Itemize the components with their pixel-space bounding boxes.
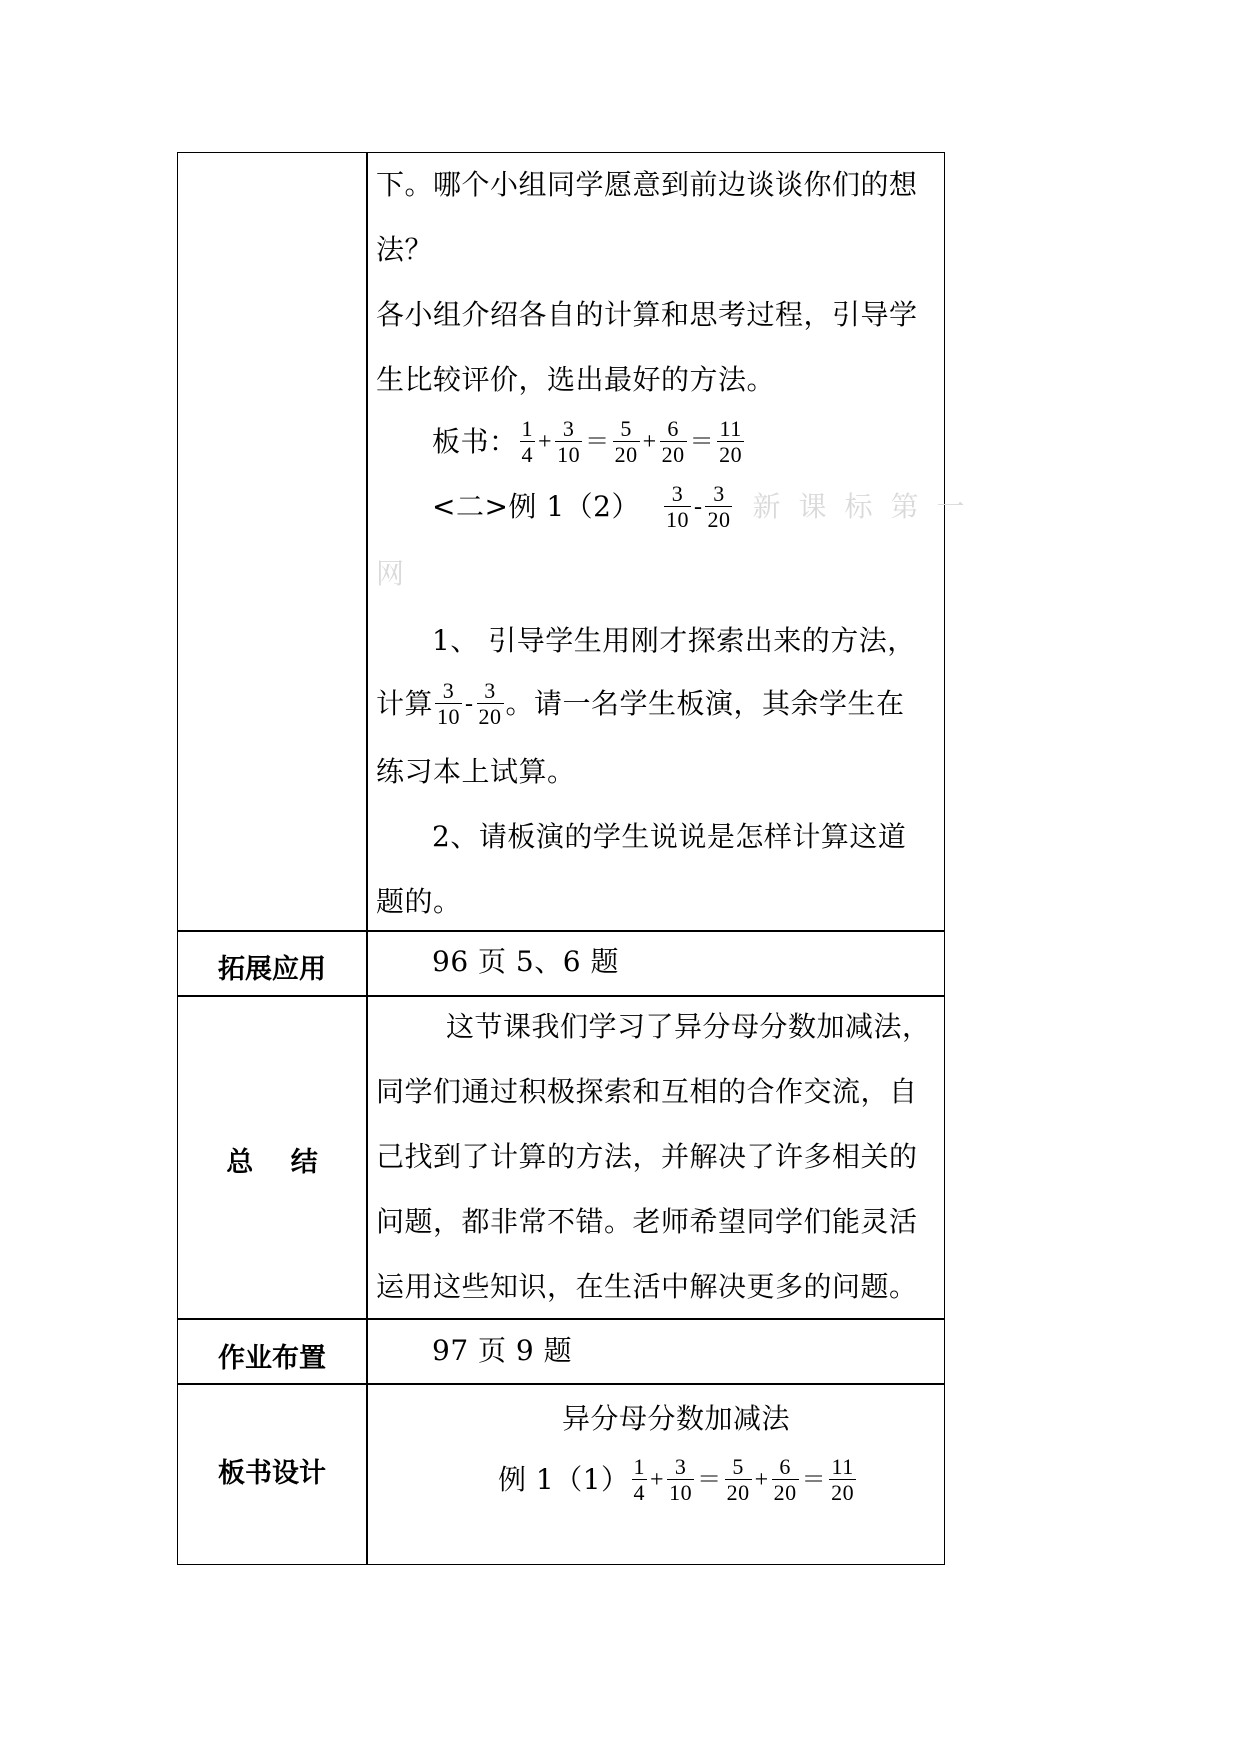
watermark-text: 新课标第一 [752,489,983,523]
denominator: 10 [669,1480,693,1506]
fraction [613,416,640,468]
numerator: 3 [555,416,582,442]
denominator: 20 [726,1480,750,1506]
numerator: 3 [477,678,504,704]
denominator: 10 [557,442,581,468]
denominator: 20 [478,704,502,730]
fraction [520,416,536,468]
row-divider-homework [177,1318,945,1320]
denominator: 4 [521,442,534,468]
numerator: 3 [664,481,691,507]
step-1-line-3: 练习本上试算。 [376,755,576,788]
denominator: 20 [831,1480,855,1506]
board-design-example [498,1454,858,1506]
operator: ＝ [801,1466,827,1493]
fraction [667,1454,694,1506]
numerator: 3 [705,481,732,507]
step-1-line-1: 1、 引导学生用刚才探索出来的方法， [432,624,916,657]
operator: + [754,1466,769,1493]
board-design-example-label: 例 1（1） [498,1462,630,1496]
fraction [660,416,687,468]
step-1-equation [433,678,506,730]
extension-content: 96 页 5、6 题 [432,945,619,978]
denominator: 20 [773,1480,797,1506]
homework-label: 作业布置 [218,1343,326,1374]
step-2-line-2: 题的。 [376,885,462,918]
summary-label: 总 结 [226,1147,318,1178]
step-1-post: 。请一名学生板演，其余学生在 [505,686,905,720]
row-divider-summary [177,995,945,997]
numerator: 11 [829,1454,856,1480]
fraction [717,416,744,468]
operator: + [650,1466,665,1493]
summary-line-2: 同学们通过积极探索和互相的合作交流，自 [376,1075,918,1108]
operator: ＝ [697,1466,722,1493]
operator: + [642,428,657,455]
board-design-label: 板书设计 [218,1458,326,1489]
row-divider-board-design [177,1383,945,1385]
numerator: 3 [435,678,462,704]
step-1-pre: 计算 [376,686,434,720]
fraction [772,1454,799,1506]
summary-line-1: 这节课我们学习了异分母分数加减法， [446,1010,931,1043]
denominator: 20 [707,507,731,533]
denominator: 20 [661,442,685,468]
numerator: 6 [660,416,687,442]
fraction [477,678,504,730]
numerator: 5 [613,416,640,442]
process-line-4: 生比较评价，选出最好的方法。 [376,363,776,396]
process-line-2: 法？ [376,233,434,266]
extension-label: 拓展应用 [218,954,326,985]
board-note-equation [518,416,747,468]
operator: + [538,428,553,455]
column-divider [366,152,368,1565]
fraction [435,678,462,730]
example-2-equation [662,481,735,533]
operator: ＝ [585,428,610,455]
denominator: 20 [614,442,638,468]
summary-line-4: 问题，都非常不错。老师希望同学们能灵活 [376,1205,918,1238]
example-2-label: <二>例 1（2） [432,489,640,523]
homework-content: 97 页 9 题 [432,1334,573,1367]
denominator: 4 [633,1480,646,1506]
numerator: 1 [633,1454,646,1479]
denominator: 20 [719,442,743,468]
summary-line-5: 运用这些知识，在生活中解决更多的问题。 [376,1270,918,1303]
operator: ＝ [689,428,715,455]
row-divider-extension [177,930,945,932]
board-note [432,416,746,468]
fraction [725,1454,752,1506]
process-line-1: 下。哪个小组同学愿意到前边谈谈你们的想 [376,168,918,201]
fraction [705,481,732,533]
numerator: 5 [725,1454,752,1480]
fraction [829,1454,856,1506]
operator: - [693,493,703,520]
watermark-text-2: 网 [376,557,423,590]
denominator: 10 [665,507,689,533]
fraction [632,1454,648,1506]
board-note-label: 板书： [432,424,518,458]
numerator: 3 [667,1454,694,1480]
summary-line-3: 己找到了计算的方法，并解决了许多相关的 [376,1140,918,1173]
numerator: 6 [772,1454,799,1480]
step-1-line-2 [376,678,905,730]
board-design-title: 异分母分数加减法 [562,1402,791,1435]
denominator: 10 [437,704,461,730]
numerator: 1 [521,416,534,441]
fraction [555,416,582,468]
numerator: 11 [717,416,744,442]
operator: - [465,690,474,717]
step-2-line-1: 2、请板演的学生说说是怎样计算这道 [432,820,907,853]
example-2-line [432,481,982,533]
process-line-3: 各小组介绍各自的计算和思考过程，引导学 [376,298,918,331]
board-design-equation [630,1454,859,1506]
fraction [664,481,691,533]
